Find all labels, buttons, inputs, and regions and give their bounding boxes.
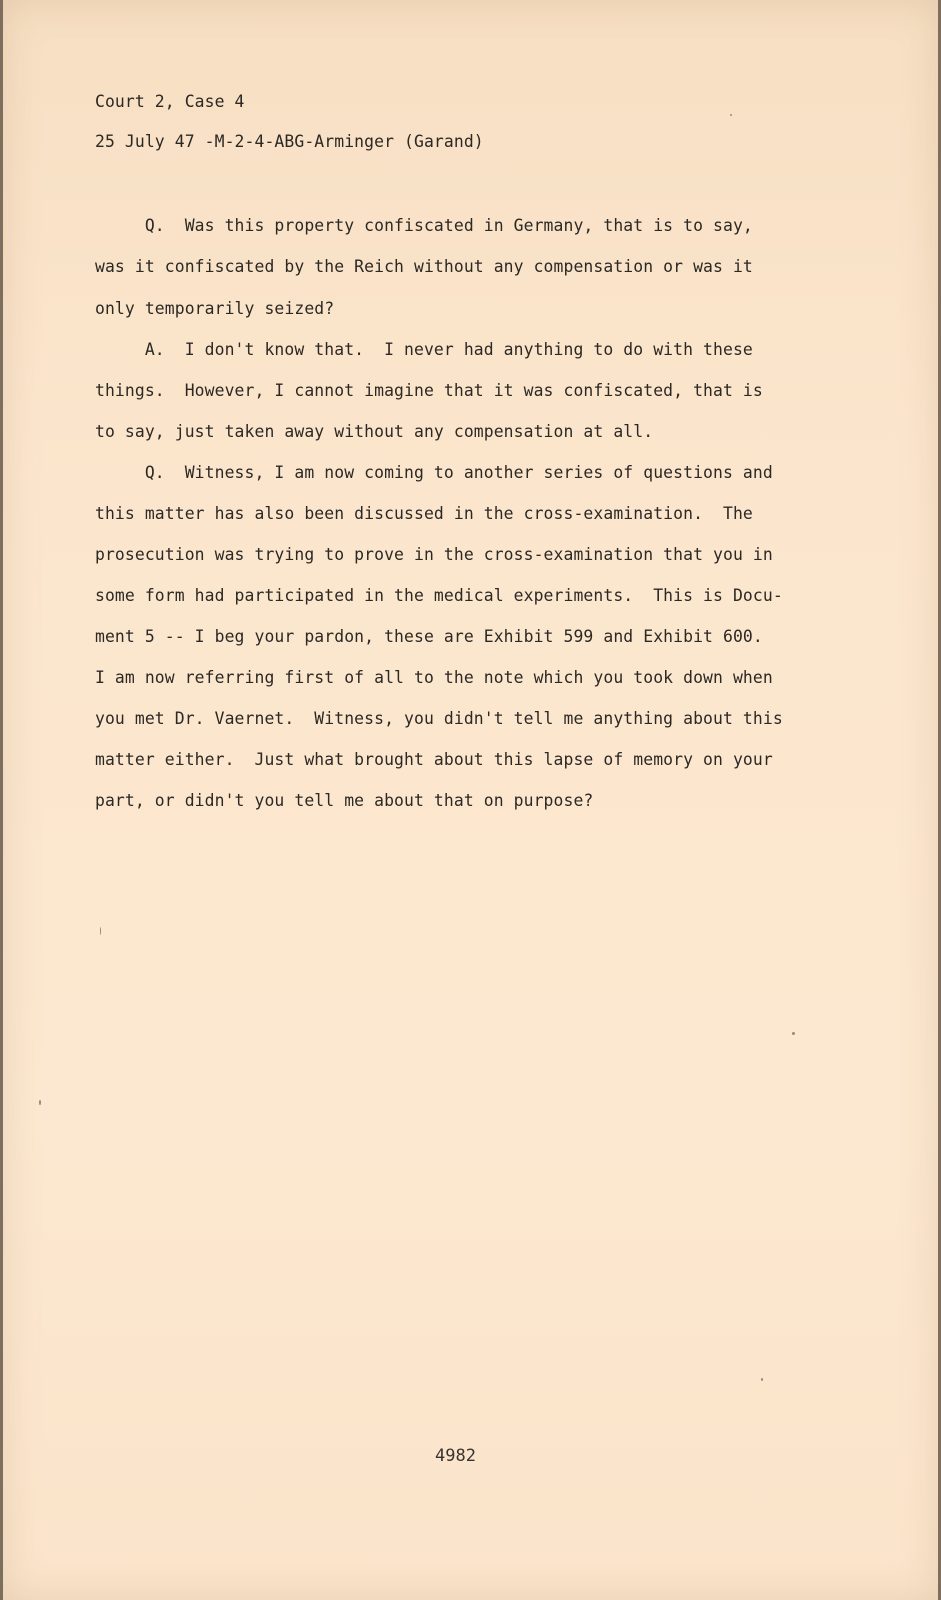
transcript-line: was it confiscated by the Reich without any compensation or was it xyxy=(95,257,753,276)
transcript-line: some form had participated in the medical experiments. This is Docu- xyxy=(95,586,783,605)
transcript-line: matter either. Just what brought about this lapse of memory on your xyxy=(95,750,773,769)
transcript-line: this matter has also been discussed in the cross-examination. The xyxy=(95,504,753,523)
paper-speck xyxy=(730,114,732,116)
paper-speck xyxy=(39,1100,41,1105)
paper-speck xyxy=(792,1032,795,1035)
paper-speck xyxy=(100,927,101,935)
document-page xyxy=(3,0,938,1600)
transcript-line: things. However, I cannot imagine that it was confiscated, that is xyxy=(95,381,763,400)
session-header: 25 July 47 -M-2-4-ABG-Arminger (Garand) xyxy=(95,132,484,151)
transcript-line: Q. Witness, I am now coming to another series of questions and xyxy=(95,463,773,482)
page-number: 4982 xyxy=(435,1446,476,1466)
transcript-line: ment 5 -- I beg your pardon, these are Exhibit 599 and Exhibit 600. xyxy=(95,627,763,646)
transcript-line: you met Dr. Vaernet. Witness, you didn't tell me anything about this xyxy=(95,709,783,728)
court-case-header: Court 2, Case 4 xyxy=(95,92,245,111)
transcript-line: I am now referring first of all to the note which you took down when xyxy=(95,668,773,687)
paper-speck xyxy=(761,1378,763,1381)
transcript-line: to say, just taken away without any compensation at all. xyxy=(95,422,654,441)
transcript-line: A. I don't know that. I never had anything to do with these xyxy=(95,340,753,359)
transcript-line: part, or didn't you tell me about that on purpose? xyxy=(95,791,594,810)
transcript-line: prosecution was trying to prove in the cross-examination that you in xyxy=(95,545,773,564)
transcript-line: only temporarily seized? xyxy=(95,299,335,318)
transcript-line: Q. Was this property confiscated in Germany, that is to say, xyxy=(95,216,753,235)
